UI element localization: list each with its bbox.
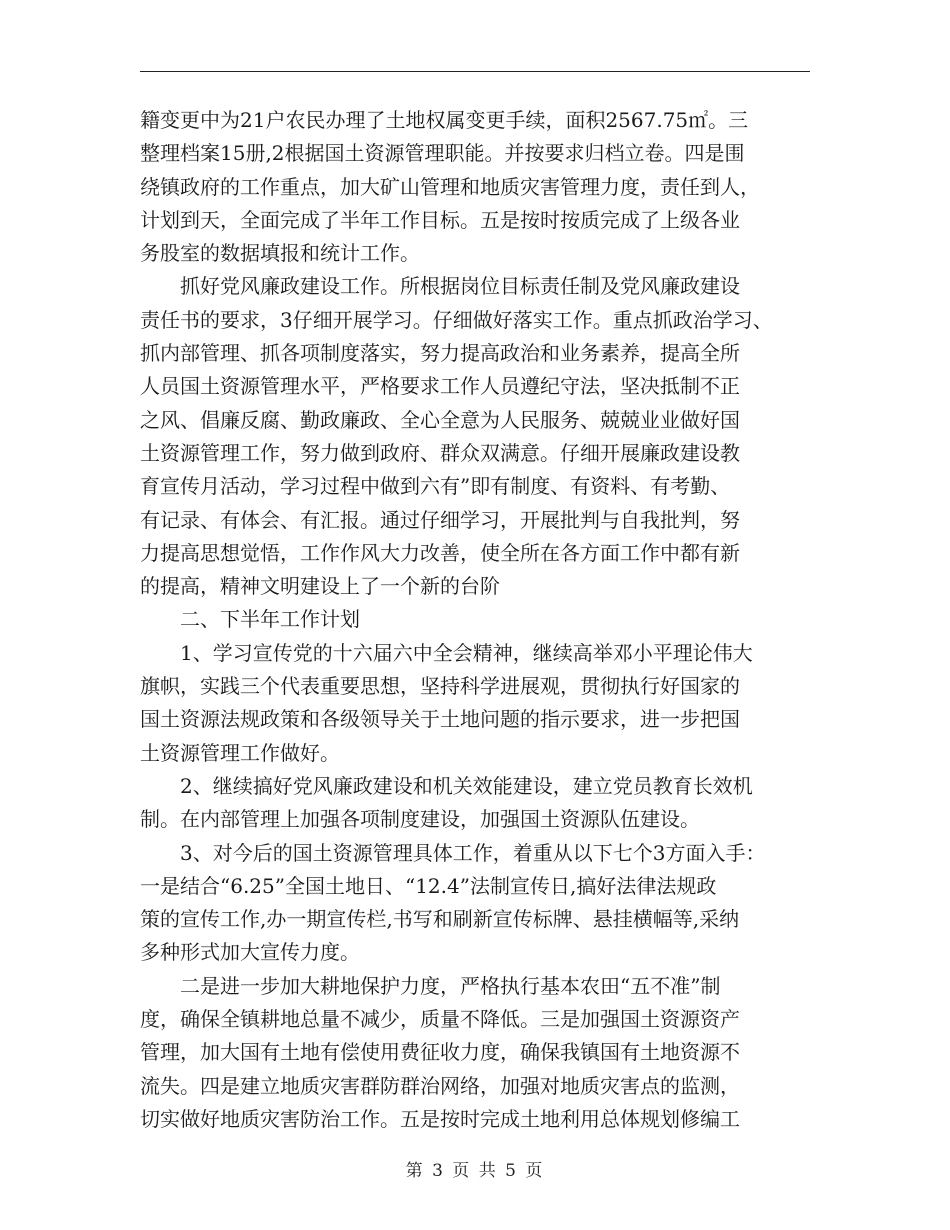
text-line: 策的宣传工作,办一期宣传栏,书写和刷新宣传标牌、悬挂横幅等,采纳 bbox=[140, 907, 740, 932]
text-line: 有记录、有体会、有汇报。通过仔细学习，开展批判与自我批判，努 bbox=[140, 507, 740, 532]
text-line: 多种形式加大宣传力度。 bbox=[140, 940, 360, 965]
header-rule bbox=[140, 71, 810, 72]
text-line: 3、对今后的国土资源管理具体工作，着重从以下七个3方面入手： bbox=[180, 840, 766, 865]
text-line: 育宣传月活动，学习过程中做到六有”即有制度、有资料、有考勤、 bbox=[140, 474, 731, 499]
text-line: 制。在内部管理上加强各项制度建设，加强国土资源队伍建设。 bbox=[140, 807, 700, 832]
text-line: 的提高，精神文明建设上了一个新的台阶 bbox=[140, 574, 500, 599]
page-footer: 第 3 页 共 5 页 bbox=[405, 1161, 545, 1181]
text-line: 国土资源法规政策和各级领导关于土地问题的指示要求，进一步把国 bbox=[140, 707, 740, 732]
text-line: 土资源管理工作，努力做到政府、群众双满意。仔细开展廉政建设教 bbox=[140, 440, 740, 465]
text-line: 籍变更中为21户农民办理了土地权属变更手续，面积2567.75㎡。三 bbox=[140, 108, 749, 132]
text-line: 切实做好地质灾害防治工作。五是按时完成土地利用总体规划修编工 bbox=[140, 1106, 740, 1131]
text-line: 流失。四是建立地质灾害群防群治网络，加强对地质灾害点的监测， bbox=[140, 1073, 740, 1098]
text-line: 整理档案15册,2根据国土资源管理职能。并按要求归档立卷。四是围 bbox=[140, 141, 745, 166]
text-line: 务股室的数据填报和统计工作。 bbox=[140, 241, 420, 266]
text-line: 二是进一步加大耕地保护力度，严格执行基本农田“五不准”制 bbox=[180, 973, 721, 998]
document-body bbox=[140, 104, 812, 1136]
text-line: 1、学习宣传党的十六届六中全会精神，继续高举邓小平理论伟大 bbox=[180, 640, 753, 665]
text-line: 责任书的要求，3仔细开展学习。仔细做好落实工作。重点抓政治学习、 bbox=[140, 307, 773, 332]
text-line: 抓好党风廉政建设工作。所根据岗位目标责任制及党风廉政建设 bbox=[180, 274, 740, 299]
text-line: 土资源管理工作做好。 bbox=[140, 740, 340, 765]
text-line: 2、继续搞好党风廉政建设和机关效能建设，建立党员教育长效机 bbox=[180, 773, 753, 798]
text-line: 人员国土资源管理水平，严格要求工作人员遵纪守法，坚决抵制不正 bbox=[140, 374, 740, 399]
text-line: 二、下半年工作计划 bbox=[180, 607, 360, 632]
text-line: 之风、倡廉反腐、勤政廉政、全心全意为人民服务、兢兢业业做好国 bbox=[140, 407, 740, 432]
text-line: 抓内部管理、抓各项制度落实，努力提高政治和业务素养，提高全所 bbox=[140, 341, 740, 366]
text-line: 旗帜，实践三个代表重要思想，坚持科学进展观，贯彻执行好国家的 bbox=[140, 674, 740, 699]
text-line: 管理，加大国有土地有偿使用费征收力度，确保我镇国有土地资源不 bbox=[140, 1040, 740, 1065]
text-line: 一是结合“6.25”全国土地日、“12.4”法制宣传日,搞好法律法规政 bbox=[140, 873, 717, 898]
text-line: 绕镇政府的工作重点，加大矿山管理和地质灾害管理力度，责任到人， bbox=[140, 174, 760, 199]
text-line: 度，确保全镇耕地总量不减少，质量不降低。三是加强国土资源资产 bbox=[140, 1007, 740, 1032]
text-line: 力提高思想觉悟，工作作风大力改善，使全所在各方面工作中都有新 bbox=[140, 540, 740, 565]
text-line: 计划到天，全面完成了半年工作目标。五是按时按质完成了上级各业 bbox=[140, 207, 740, 232]
